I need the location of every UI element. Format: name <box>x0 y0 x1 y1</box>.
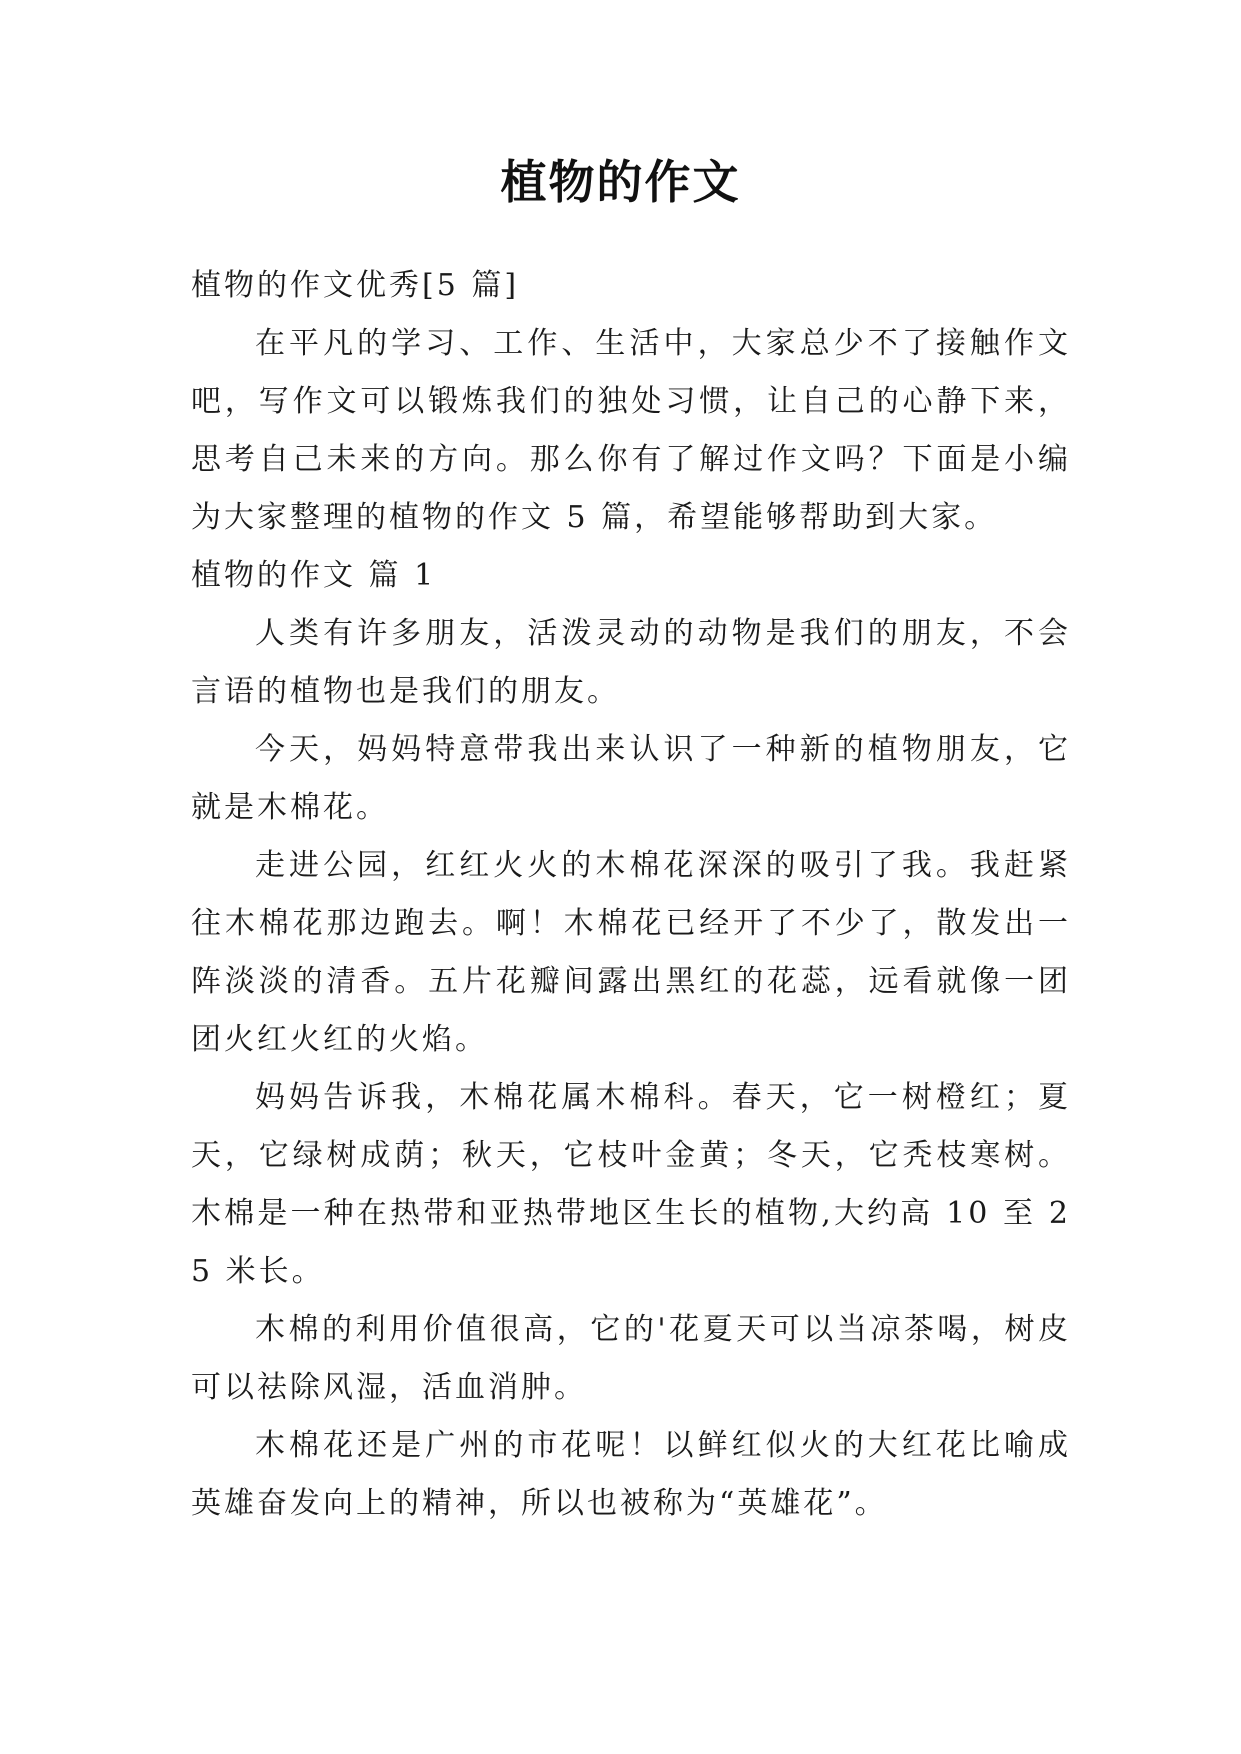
intro-paragraph: 在平凡的学习、工作、生活中，大家总少不了接触作文吧，写作文可以锻炼我们的独处习惯，让自己的心静下来，思考自己未来的方向。那么你有了解过作文吗？下面是小编为大家整理的植物的作文 5 篇，希望能够帮助到大家。 <box>191 326 1071 535</box>
paragraph-4: 妈妈告诉我，木棉花属木棉科。春天，它一树橙红；夏天，它绿树成荫；秋天，它枝叶金黄；冬天，它秃枝寒树。木棉是一种在热带和亚热带地区生长的植物,大约高 10 至 25 米长。 <box>191 1080 1071 1289</box>
paragraph-2: 今天，妈妈特意带我出来认识了一种新的植物朋友，它就是木棉花。 <box>191 732 1071 825</box>
document-subtitle: 植物的作文优秀[5 篇] <box>191 268 520 303</box>
document-body <box>191 257 1071 1533</box>
paragraph-1: 人类有许多朋友，活泼灵动的动物是我们的朋友，不会言语的植物也是我们的朋友。 <box>191 616 1071 709</box>
paragraph-5: 木棉的利用价值很高，它的'花夏天可以当凉茶喝，树皮可以祛除风湿，活血消肿。 <box>191 1312 1071 1405</box>
section-heading: 植物的作文 篇 1 <box>191 558 437 593</box>
document-title: 植物的作文 <box>500 155 741 209</box>
paragraph-3: 走进公园，红红火火的木棉花深深的吸引了我。我赶紧往木棉花那边跑去。啊！木棉花已经开了不少了，散发出一阵淡淡的清香。五片花瓣间露出黑红的花蕊，远看就像一团团火红火红的火焰。 <box>191 848 1071 1057</box>
paragraph-6: 木棉花还是广州的市花呢！以鲜红似火的大红花比喻成英雄奋发向上的精神，所以也被称为“英雄花”。 <box>191 1428 1071 1521</box>
